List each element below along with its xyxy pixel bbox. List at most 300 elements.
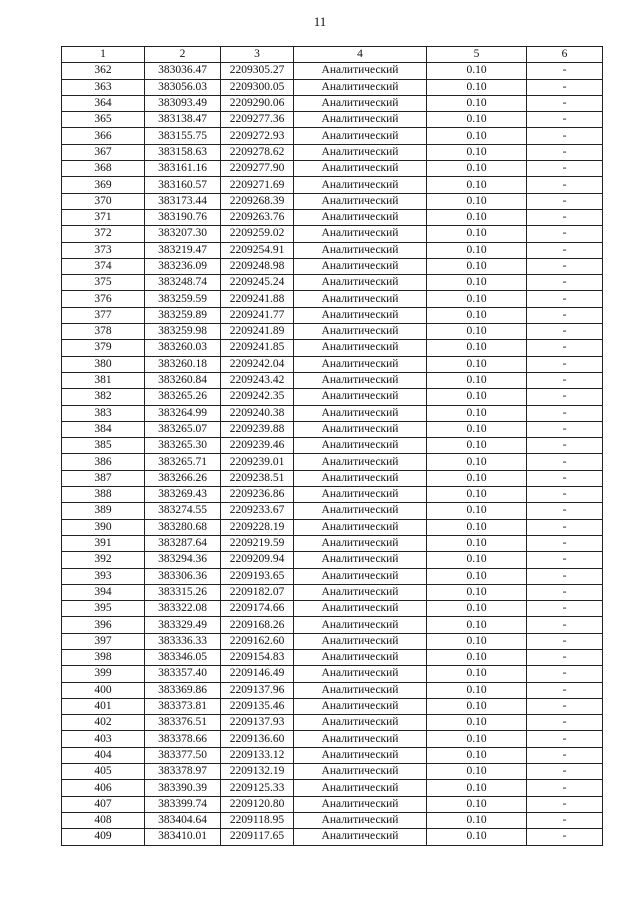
x-coordinate-cell: 383259.98 xyxy=(145,324,221,340)
point-number-cell: 362 xyxy=(62,63,145,79)
column-header: 2 xyxy=(145,47,221,63)
method-cell: Аналитический xyxy=(294,193,427,209)
y-coordinate-cell: 2209240.38 xyxy=(221,405,294,421)
x-coordinate-cell: 383093.49 xyxy=(145,95,221,111)
point-number-cell: 367 xyxy=(62,144,145,160)
method-cell: Аналитический xyxy=(294,649,427,665)
table-row xyxy=(62,487,603,503)
y-coordinate-cell: 2209238.51 xyxy=(221,470,294,486)
point-number-cell: 378 xyxy=(62,324,145,340)
point-number-cell: 370 xyxy=(62,193,145,209)
note-cell: - xyxy=(527,601,603,617)
note-cell: - xyxy=(527,177,603,193)
accuracy-cell: 0.10 xyxy=(427,649,527,665)
note-cell: - xyxy=(527,617,603,633)
x-coordinate-cell: 383274.55 xyxy=(145,503,221,519)
note-cell: - xyxy=(527,356,603,372)
method-cell: Аналитический xyxy=(294,291,427,307)
table-row xyxy=(62,291,603,307)
y-coordinate-cell: 2209277.90 xyxy=(221,161,294,177)
y-coordinate-cell: 2209241.88 xyxy=(221,291,294,307)
point-number-cell: 377 xyxy=(62,307,145,323)
note-cell: - xyxy=(527,454,603,470)
method-cell: Аналитический xyxy=(294,633,427,649)
table-row xyxy=(62,161,603,177)
method-cell: Аналитический xyxy=(294,666,427,682)
table-row xyxy=(62,617,603,633)
method-cell: Аналитический xyxy=(294,372,427,388)
point-number-cell: 409 xyxy=(62,829,145,845)
method-cell: Аналитический xyxy=(294,519,427,535)
note-cell: - xyxy=(527,340,603,356)
y-coordinate-cell: 2209243.42 xyxy=(221,372,294,388)
point-number-cell: 393 xyxy=(62,568,145,584)
accuracy-cell: 0.10 xyxy=(427,79,527,95)
accuracy-cell: 0.10 xyxy=(427,372,527,388)
method-cell: Аналитический xyxy=(294,128,427,144)
point-number-cell: 408 xyxy=(62,812,145,828)
note-cell: - xyxy=(527,405,603,421)
y-coordinate-cell: 2209241.85 xyxy=(221,340,294,356)
accuracy-cell: 0.10 xyxy=(427,747,527,763)
x-coordinate-cell: 383190.76 xyxy=(145,209,221,225)
y-coordinate-cell: 2209132.19 xyxy=(221,764,294,780)
table-row xyxy=(62,812,603,828)
table-row xyxy=(62,95,603,111)
table-row xyxy=(62,698,603,714)
column-header: 5 xyxy=(427,47,527,63)
note-cell: - xyxy=(527,438,603,454)
y-coordinate-cell: 2209277.36 xyxy=(221,112,294,128)
accuracy-cell: 0.10 xyxy=(427,291,527,307)
table-row xyxy=(62,193,603,209)
y-coordinate-cell: 2209242.35 xyxy=(221,389,294,405)
note-cell: - xyxy=(527,731,603,747)
table-row xyxy=(62,682,603,698)
accuracy-cell: 0.10 xyxy=(427,193,527,209)
method-cell: Аналитический xyxy=(294,405,427,421)
x-coordinate-cell: 383280.68 xyxy=(145,519,221,535)
accuracy-cell: 0.10 xyxy=(427,112,527,128)
accuracy-cell: 0.10 xyxy=(427,226,527,242)
method-cell: Аналитический xyxy=(294,356,427,372)
method-cell: Аналитический xyxy=(294,340,427,356)
y-coordinate-cell: 2209174.66 xyxy=(221,601,294,617)
note-cell: - xyxy=(527,470,603,486)
point-number-cell: 363 xyxy=(62,79,145,95)
method-cell: Аналитический xyxy=(294,112,427,128)
point-number-cell: 379 xyxy=(62,340,145,356)
method-cell: Аналитический xyxy=(294,389,427,405)
accuracy-cell: 0.10 xyxy=(427,682,527,698)
x-coordinate-cell: 383336.33 xyxy=(145,633,221,649)
x-coordinate-cell: 383219.47 xyxy=(145,242,221,258)
table-row xyxy=(62,79,603,95)
method-cell: Аналитический xyxy=(294,535,427,551)
accuracy-cell: 0.10 xyxy=(427,617,527,633)
accuracy-cell: 0.10 xyxy=(427,340,527,356)
coordinates-table xyxy=(61,46,603,846)
note-cell: - xyxy=(527,780,603,796)
note-cell: - xyxy=(527,193,603,209)
point-number-cell: 365 xyxy=(62,112,145,128)
point-number-cell: 398 xyxy=(62,649,145,665)
accuracy-cell: 0.10 xyxy=(427,454,527,470)
note-cell: - xyxy=(527,144,603,160)
accuracy-cell: 0.10 xyxy=(427,177,527,193)
table-row xyxy=(62,666,603,682)
accuracy-cell: 0.10 xyxy=(427,63,527,79)
note-cell: - xyxy=(527,63,603,79)
accuracy-cell: 0.10 xyxy=(427,666,527,682)
y-coordinate-cell: 2209241.77 xyxy=(221,307,294,323)
method-cell: Аналитический xyxy=(294,552,427,568)
table-row xyxy=(62,731,603,747)
point-number-cell: 368 xyxy=(62,161,145,177)
method-cell: Аналитический xyxy=(294,715,427,731)
method-cell: Аналитический xyxy=(294,568,427,584)
table-row xyxy=(62,535,603,551)
x-coordinate-cell: 383369.86 xyxy=(145,682,221,698)
x-coordinate-cell: 383158.63 xyxy=(145,144,221,160)
table-header-row xyxy=(62,47,603,63)
point-number-cell: 387 xyxy=(62,470,145,486)
accuracy-cell: 0.10 xyxy=(427,470,527,486)
note-cell: - xyxy=(527,829,603,845)
y-coordinate-cell: 2209278.62 xyxy=(221,144,294,160)
table-row xyxy=(62,242,603,258)
note-cell: - xyxy=(527,698,603,714)
point-number-cell: 384 xyxy=(62,421,145,437)
x-coordinate-cell: 383404.64 xyxy=(145,812,221,828)
table-row xyxy=(62,601,603,617)
x-coordinate-cell: 383248.74 xyxy=(145,275,221,291)
y-coordinate-cell: 2209118.95 xyxy=(221,812,294,828)
method-cell: Аналитический xyxy=(294,829,427,845)
y-coordinate-cell: 2209137.96 xyxy=(221,682,294,698)
y-coordinate-cell: 2209162.60 xyxy=(221,633,294,649)
table-row xyxy=(62,356,603,372)
x-coordinate-cell: 383138.47 xyxy=(145,112,221,128)
point-number-cell: 403 xyxy=(62,731,145,747)
point-number-cell: 396 xyxy=(62,617,145,633)
table-row xyxy=(62,128,603,144)
column-header: 4 xyxy=(294,47,427,63)
x-coordinate-cell: 383036.47 xyxy=(145,63,221,79)
x-coordinate-cell: 383410.01 xyxy=(145,829,221,845)
table-row xyxy=(62,503,603,519)
table-row xyxy=(62,764,603,780)
accuracy-cell: 0.10 xyxy=(427,161,527,177)
point-number-cell: 366 xyxy=(62,128,145,144)
table-body xyxy=(62,63,603,845)
note-cell: - xyxy=(527,275,603,291)
method-cell: Аналитический xyxy=(294,79,427,95)
accuracy-cell: 0.10 xyxy=(427,258,527,274)
point-number-cell: 364 xyxy=(62,95,145,111)
point-number-cell: 376 xyxy=(62,291,145,307)
y-coordinate-cell: 2209239.01 xyxy=(221,454,294,470)
point-number-cell: 386 xyxy=(62,454,145,470)
y-coordinate-cell: 2209259.02 xyxy=(221,226,294,242)
method-cell: Аналитический xyxy=(294,307,427,323)
point-number-cell: 407 xyxy=(62,796,145,812)
accuracy-cell: 0.10 xyxy=(427,780,527,796)
note-cell: - xyxy=(527,95,603,111)
x-coordinate-cell: 383315.26 xyxy=(145,584,221,600)
accuracy-cell: 0.10 xyxy=(427,421,527,437)
table-row xyxy=(62,63,603,79)
table-row xyxy=(62,633,603,649)
table-row xyxy=(62,421,603,437)
x-coordinate-cell: 383056.03 xyxy=(145,79,221,95)
point-number-cell: 402 xyxy=(62,715,145,731)
note-cell: - xyxy=(527,649,603,665)
x-coordinate-cell: 383399.74 xyxy=(145,796,221,812)
y-coordinate-cell: 2209120.80 xyxy=(221,796,294,812)
method-cell: Аналитический xyxy=(294,747,427,763)
y-coordinate-cell: 2209290.06 xyxy=(221,95,294,111)
x-coordinate-cell: 383265.07 xyxy=(145,421,221,437)
method-cell: Аналитический xyxy=(294,438,427,454)
note-cell: - xyxy=(527,503,603,519)
note-cell: - xyxy=(527,796,603,812)
x-coordinate-cell: 383264.99 xyxy=(145,405,221,421)
method-cell: Аналитический xyxy=(294,780,427,796)
table-row xyxy=(62,405,603,421)
y-coordinate-cell: 2209245.24 xyxy=(221,275,294,291)
accuracy-cell: 0.10 xyxy=(427,356,527,372)
y-coordinate-cell: 2209239.88 xyxy=(221,421,294,437)
note-cell: - xyxy=(527,421,603,437)
accuracy-cell: 0.10 xyxy=(427,764,527,780)
point-number-cell: 394 xyxy=(62,584,145,600)
point-number-cell: 380 xyxy=(62,356,145,372)
accuracy-cell: 0.10 xyxy=(427,95,527,111)
point-number-cell: 404 xyxy=(62,747,145,763)
x-coordinate-cell: 383236.09 xyxy=(145,258,221,274)
note-cell: - xyxy=(527,128,603,144)
accuracy-cell: 0.10 xyxy=(427,535,527,551)
method-cell: Аналитический xyxy=(294,421,427,437)
column-header: 1 xyxy=(62,47,145,63)
y-coordinate-cell: 2209242.04 xyxy=(221,356,294,372)
point-number-cell: 373 xyxy=(62,242,145,258)
table-row xyxy=(62,112,603,128)
table-row xyxy=(62,454,603,470)
point-number-cell: 405 xyxy=(62,764,145,780)
accuracy-cell: 0.10 xyxy=(427,584,527,600)
x-coordinate-cell: 383155.75 xyxy=(145,128,221,144)
method-cell: Аналитический xyxy=(294,601,427,617)
note-cell: - xyxy=(527,307,603,323)
y-coordinate-cell: 2209305.27 xyxy=(221,63,294,79)
method-cell: Аналитический xyxy=(294,698,427,714)
x-coordinate-cell: 383390.39 xyxy=(145,780,221,796)
accuracy-cell: 0.10 xyxy=(427,405,527,421)
y-coordinate-cell: 2209168.26 xyxy=(221,617,294,633)
point-number-cell: 382 xyxy=(62,389,145,405)
method-cell: Аналитический xyxy=(294,161,427,177)
note-cell: - xyxy=(527,161,603,177)
accuracy-cell: 0.10 xyxy=(427,209,527,225)
x-coordinate-cell: 383207.30 xyxy=(145,226,221,242)
x-coordinate-cell: 383161.16 xyxy=(145,161,221,177)
x-coordinate-cell: 383322.08 xyxy=(145,601,221,617)
note-cell: - xyxy=(527,812,603,828)
y-coordinate-cell: 2209193.65 xyxy=(221,568,294,584)
point-number-cell: 397 xyxy=(62,633,145,649)
accuracy-cell: 0.10 xyxy=(427,633,527,649)
method-cell: Аналитический xyxy=(294,275,427,291)
y-coordinate-cell: 2209239.46 xyxy=(221,438,294,454)
accuracy-cell: 0.10 xyxy=(427,438,527,454)
x-coordinate-cell: 383294.36 xyxy=(145,552,221,568)
note-cell: - xyxy=(527,584,603,600)
x-coordinate-cell: 383377.50 xyxy=(145,747,221,763)
y-coordinate-cell: 2209268.39 xyxy=(221,193,294,209)
table-row xyxy=(62,258,603,274)
x-coordinate-cell: 383357.40 xyxy=(145,666,221,682)
table-row xyxy=(62,715,603,731)
table-row xyxy=(62,209,603,225)
x-coordinate-cell: 383265.71 xyxy=(145,454,221,470)
page-number: 11 xyxy=(313,14,327,29)
accuracy-cell: 0.10 xyxy=(427,389,527,405)
table-row xyxy=(62,747,603,763)
table-row xyxy=(62,780,603,796)
method-cell: Аналитический xyxy=(294,242,427,258)
accuracy-cell: 0.10 xyxy=(427,128,527,144)
table-row xyxy=(62,324,603,340)
x-coordinate-cell: 383378.66 xyxy=(145,731,221,747)
column-header: 3 xyxy=(221,47,294,63)
point-number-cell: 390 xyxy=(62,519,145,535)
method-cell: Аналитический xyxy=(294,503,427,519)
method-cell: Аналитический xyxy=(294,796,427,812)
accuracy-cell: 0.10 xyxy=(427,601,527,617)
table-row xyxy=(62,340,603,356)
y-coordinate-cell: 2209271.69 xyxy=(221,177,294,193)
y-coordinate-cell: 2209137.93 xyxy=(221,715,294,731)
table-row xyxy=(62,796,603,812)
table-row xyxy=(62,584,603,600)
point-number-cell: 374 xyxy=(62,258,145,274)
y-coordinate-cell: 2209117.65 xyxy=(221,829,294,845)
y-coordinate-cell: 2209125.33 xyxy=(221,780,294,796)
note-cell: - xyxy=(527,79,603,95)
method-cell: Аналитический xyxy=(294,454,427,470)
y-coordinate-cell: 2209228.19 xyxy=(221,519,294,535)
point-number-cell: 369 xyxy=(62,177,145,193)
accuracy-cell: 0.10 xyxy=(427,144,527,160)
x-coordinate-cell: 383160.57 xyxy=(145,177,221,193)
x-coordinate-cell: 383269.43 xyxy=(145,487,221,503)
x-coordinate-cell: 383265.26 xyxy=(145,389,221,405)
point-number-cell: 399 xyxy=(62,666,145,682)
table-row xyxy=(62,275,603,291)
note-cell: - xyxy=(527,487,603,503)
note-cell: - xyxy=(527,324,603,340)
accuracy-cell: 0.10 xyxy=(427,812,527,828)
accuracy-cell: 0.10 xyxy=(427,568,527,584)
method-cell: Аналитический xyxy=(294,177,427,193)
y-coordinate-cell: 2209233.67 xyxy=(221,503,294,519)
method-cell: Аналитический xyxy=(294,209,427,225)
point-number-cell: 375 xyxy=(62,275,145,291)
accuracy-cell: 0.10 xyxy=(427,715,527,731)
table-row xyxy=(62,829,603,845)
table-row xyxy=(62,372,603,388)
y-coordinate-cell: 2209248.98 xyxy=(221,258,294,274)
method-cell: Аналитический xyxy=(294,764,427,780)
accuracy-cell: 0.10 xyxy=(427,519,527,535)
method-cell: Аналитический xyxy=(294,258,427,274)
method-cell: Аналитический xyxy=(294,617,427,633)
y-coordinate-cell: 2209209.94 xyxy=(221,552,294,568)
method-cell: Аналитический xyxy=(294,812,427,828)
method-cell: Аналитический xyxy=(294,226,427,242)
x-coordinate-cell: 383265.30 xyxy=(145,438,221,454)
method-cell: Аналитический xyxy=(294,584,427,600)
x-coordinate-cell: 383287.64 xyxy=(145,535,221,551)
accuracy-cell: 0.10 xyxy=(427,324,527,340)
table-row xyxy=(62,226,603,242)
method-cell: Аналитический xyxy=(294,682,427,698)
x-coordinate-cell: 383376.51 xyxy=(145,715,221,731)
column-header: 6 xyxy=(527,47,603,63)
point-number-cell: 389 xyxy=(62,503,145,519)
point-number-cell: 371 xyxy=(62,209,145,225)
table-row xyxy=(62,568,603,584)
y-coordinate-cell: 2209135.46 xyxy=(221,698,294,714)
note-cell: - xyxy=(527,291,603,307)
table-row xyxy=(62,144,603,160)
note-cell: - xyxy=(527,715,603,731)
x-coordinate-cell: 383306.36 xyxy=(145,568,221,584)
accuracy-cell: 0.10 xyxy=(427,552,527,568)
x-coordinate-cell: 383378.97 xyxy=(145,764,221,780)
note-cell: - xyxy=(527,633,603,649)
x-coordinate-cell: 383373.81 xyxy=(145,698,221,714)
note-cell: - xyxy=(527,519,603,535)
note-cell: - xyxy=(527,389,603,405)
note-cell: - xyxy=(527,372,603,388)
table-row xyxy=(62,519,603,535)
y-coordinate-cell: 2209263.76 xyxy=(221,209,294,225)
table-row xyxy=(62,649,603,665)
x-coordinate-cell: 383346.05 xyxy=(145,649,221,665)
note-cell: - xyxy=(527,242,603,258)
note-cell: - xyxy=(527,226,603,242)
table-row xyxy=(62,307,603,323)
point-number-cell: 372 xyxy=(62,226,145,242)
accuracy-cell: 0.10 xyxy=(427,307,527,323)
accuracy-cell: 0.10 xyxy=(427,487,527,503)
x-coordinate-cell: 383173.44 xyxy=(145,193,221,209)
y-coordinate-cell: 2209136.60 xyxy=(221,731,294,747)
y-coordinate-cell: 2209133.12 xyxy=(221,747,294,763)
method-cell: Аналитический xyxy=(294,144,427,160)
x-coordinate-cell: 383259.89 xyxy=(145,307,221,323)
table-row xyxy=(62,438,603,454)
y-coordinate-cell: 2209272.93 xyxy=(221,128,294,144)
x-coordinate-cell: 383260.18 xyxy=(145,356,221,372)
accuracy-cell: 0.10 xyxy=(427,796,527,812)
note-cell: - xyxy=(527,682,603,698)
note-cell: - xyxy=(527,552,603,568)
note-cell: - xyxy=(527,568,603,584)
